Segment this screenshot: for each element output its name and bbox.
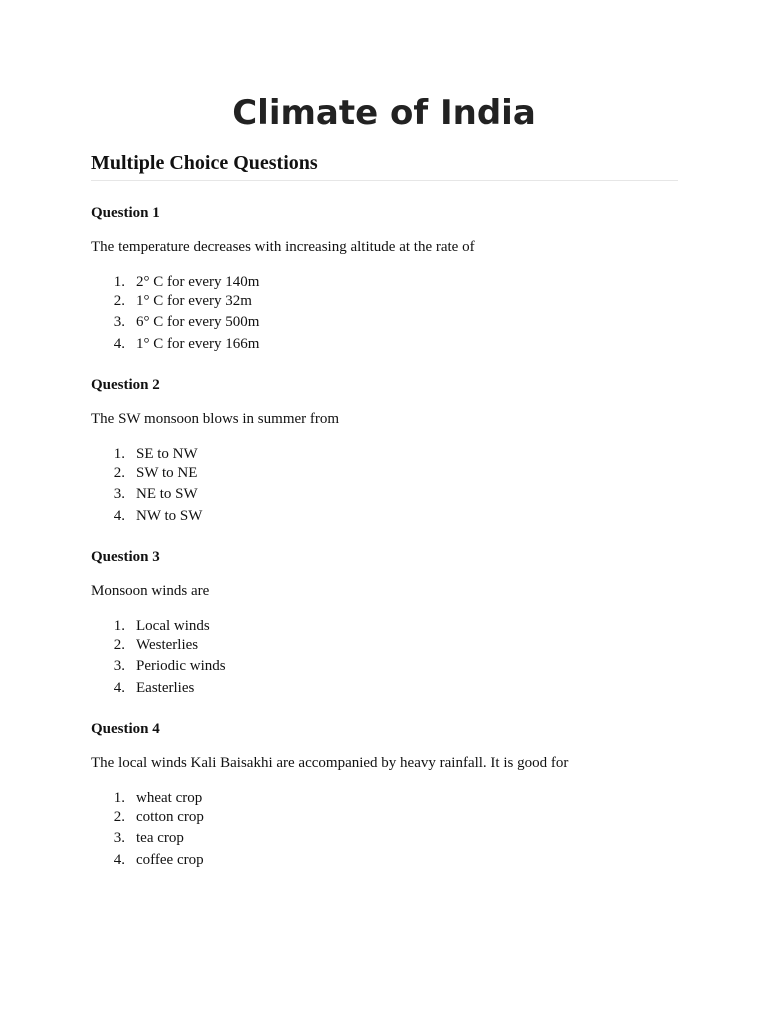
option-text: 1° C for every 166m <box>136 336 260 352</box>
option-text: Westerlies <box>136 637 199 653</box>
question-label: Question 3 <box>91 549 160 565</box>
option-number: 4. <box>113 508 125 524</box>
option-number: 2. <box>113 465 125 481</box>
option-number: 2. <box>113 637 125 653</box>
option-text: wheat crop <box>136 790 203 806</box>
option-text: SE to NW <box>136 446 198 462</box>
option-number: 3. <box>113 658 125 674</box>
option-text: tea crop <box>136 830 184 846</box>
option-number: 4. <box>113 680 125 696</box>
option-number: 4. <box>113 852 125 868</box>
option-number: 3. <box>113 314 125 330</box>
option-text: 6° C for every 500m <box>136 314 260 330</box>
question-block-3 <box>91 547 678 696</box>
option-text: coffee crop <box>136 852 204 868</box>
option-text: NW to SW <box>136 508 203 524</box>
option-text: cotton crop <box>136 809 204 825</box>
question-block-1 <box>91 203 678 352</box>
section-heading: Multiple Choice Questions <box>91 150 678 181</box>
option-number: 1. <box>113 274 125 290</box>
option-number: 2. <box>113 293 125 309</box>
option-number: 3. <box>113 486 125 502</box>
question-block-2 <box>91 375 678 524</box>
question-label: Question 4 <box>91 721 160 737</box>
option-text: Local winds <box>136 618 210 634</box>
option-text: SW to NE <box>136 465 198 481</box>
option-number: 2. <box>113 809 125 825</box>
question-label: Question 2 <box>91 377 160 393</box>
question-block-4 <box>91 719 678 868</box>
option-text: 2° C for every 140m <box>136 274 260 290</box>
option-number: 1. <box>113 790 125 806</box>
option-text: NE to SW <box>136 486 198 502</box>
option-text: Easterlies <box>136 680 195 696</box>
question-label: Question 1 <box>91 205 160 221</box>
option-number: 1. <box>113 618 125 634</box>
question-text: Monsoon winds are <box>91 583 210 599</box>
page-title: Climate of India <box>232 93 536 133</box>
option-text: 1° C for every 32m <box>136 293 252 309</box>
question-text: The SW monsoon blows in summer from <box>91 411 340 427</box>
question-text: The local winds Kali Baisakhi are accompanied by heavy rainfall. It is good for <box>91 755 569 771</box>
option-text: Periodic winds <box>136 658 226 674</box>
option-number: 3. <box>113 830 125 846</box>
option-number: 4. <box>113 336 125 352</box>
option-number: 1. <box>113 446 125 462</box>
question-text: The temperature decreases with increasing altitude at the rate of <box>91 239 475 255</box>
